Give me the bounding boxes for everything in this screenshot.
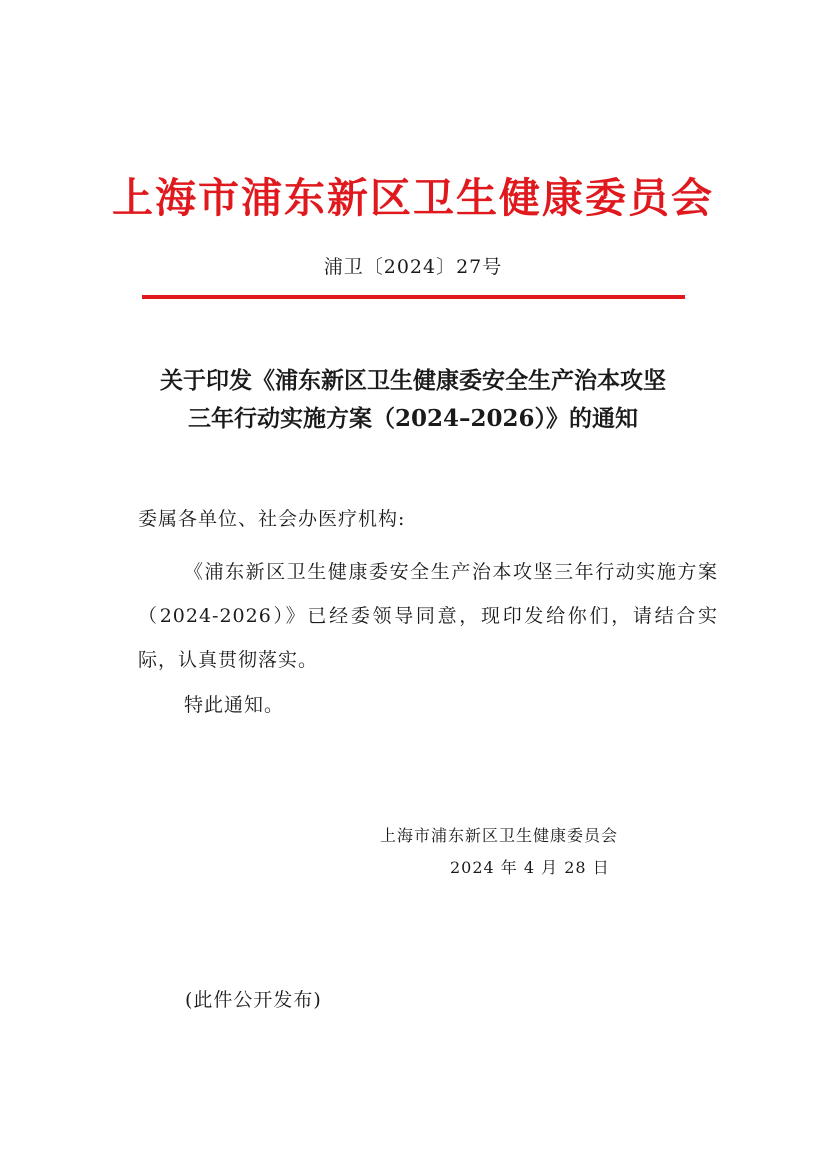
signature-organization: 上海市浦东新区卫生健康委员会 [380,826,619,845]
notice-title [100,362,726,438]
document-number: 浦卫〔2024〕27号 [323,256,503,278]
notice-title-line-1: 关于印发《浦东新区卫生健康委安全生产治本攻坚 [160,367,666,394]
issuer-header: 上海市浦东新区卫生健康委员会 [112,174,714,222]
red-divider-line [142,295,685,299]
signature-date: 2024 年 4 月 28 日 [450,858,610,877]
notice-title-line-2: 三年行动实施方案（2024–2026）》的通知 [187,405,639,432]
publication-note: (此件公开发布) [185,989,322,1011]
salutation: 委属各单位、社会办医疗机构: [138,508,406,530]
closing-line: 特此通知。 [184,694,285,716]
body-paragraph: 《浦东新区卫生健康委安全生产治本攻坚三年行动实施方案（2024-2026）》已经委领导同意，现印发给你们，请结合实际，认真贯彻落实。 [138,561,718,671]
